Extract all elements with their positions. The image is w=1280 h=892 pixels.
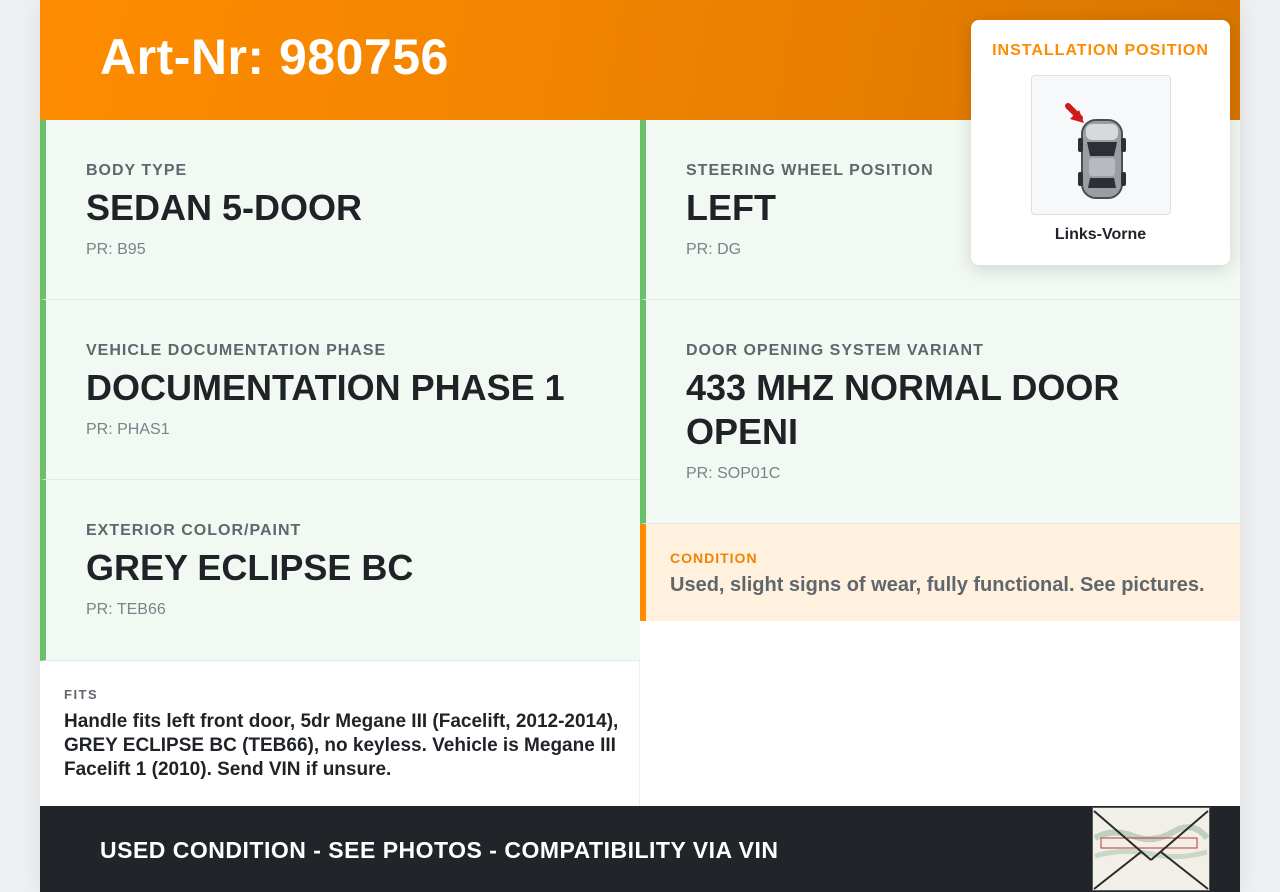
installation-label: INSTALLATION POSITION: [992, 42, 1209, 59]
car-top-view-icon: [1031, 75, 1171, 215]
field-label: DOOR OPENING SYSTEM VARIANT: [686, 342, 984, 359]
fits-label: FITS: [64, 687, 99, 702]
condition-box: [640, 524, 1240, 621]
field-exterior-color: [40, 480, 640, 661]
installation-caption: Links-Vorne: [1054, 226, 1147, 243]
field-pr-code: PR: DG: [686, 241, 742, 258]
field-body-type: [40, 120, 640, 300]
condition-text: Used, slight signs of wear, fully functional. See pictures.: [670, 574, 1205, 596]
field-value: 433 MHZ NORMAL DOOR OPENI: [686, 367, 1120, 452]
article-number-title: Art-Nr: 980756: [100, 29, 449, 85]
field-label: EXTERIOR COLOR/PAINT: [86, 522, 302, 539]
field-documentation-phase: [40, 300, 640, 480]
field-value: GREY ECLIPSE BC: [86, 547, 414, 588]
field-value: SEDAN 5-DOOR: [86, 187, 363, 228]
fits-box: [40, 661, 640, 806]
field-pr-code: PR: B95: [86, 241, 146, 258]
condition-label: CONDITION: [670, 550, 758, 566]
field-label: VEHICLE DOCUMENTATION PHASE: [86, 342, 387, 359]
field-pr-code: PR: PHAS1: [86, 421, 170, 438]
field-label: STEERING WHEEL POSITION: [686, 162, 934, 179]
field-label: BODY TYPE: [86, 162, 188, 179]
envelope-icon: [1092, 807, 1210, 891]
fits-text: Handle fits left front door, 5dr Megane III (Facelift, 2012-2014), GREY ECLIPSE BC (TEB66), no keyless. Vehicle is Megane III Facelift 1 (2010). Send VIN if unsure.: [64, 711, 619, 780]
field-door-opening-system: [640, 300, 1240, 524]
field-value: DOCUMENTATION PHASE 1: [86, 367, 565, 408]
field-pr-code: PR: SOP01C: [686, 465, 781, 482]
footer-bar: [40, 806, 1240, 892]
footer-text: USED CONDITION - SEE PHOTOS - COMPATIBILITY VIA VIN: [100, 837, 779, 863]
field-pr-code: PR: TEB66: [86, 601, 166, 618]
field-value: LEFT: [686, 187, 776, 228]
installation-position-card: [971, 20, 1230, 265]
